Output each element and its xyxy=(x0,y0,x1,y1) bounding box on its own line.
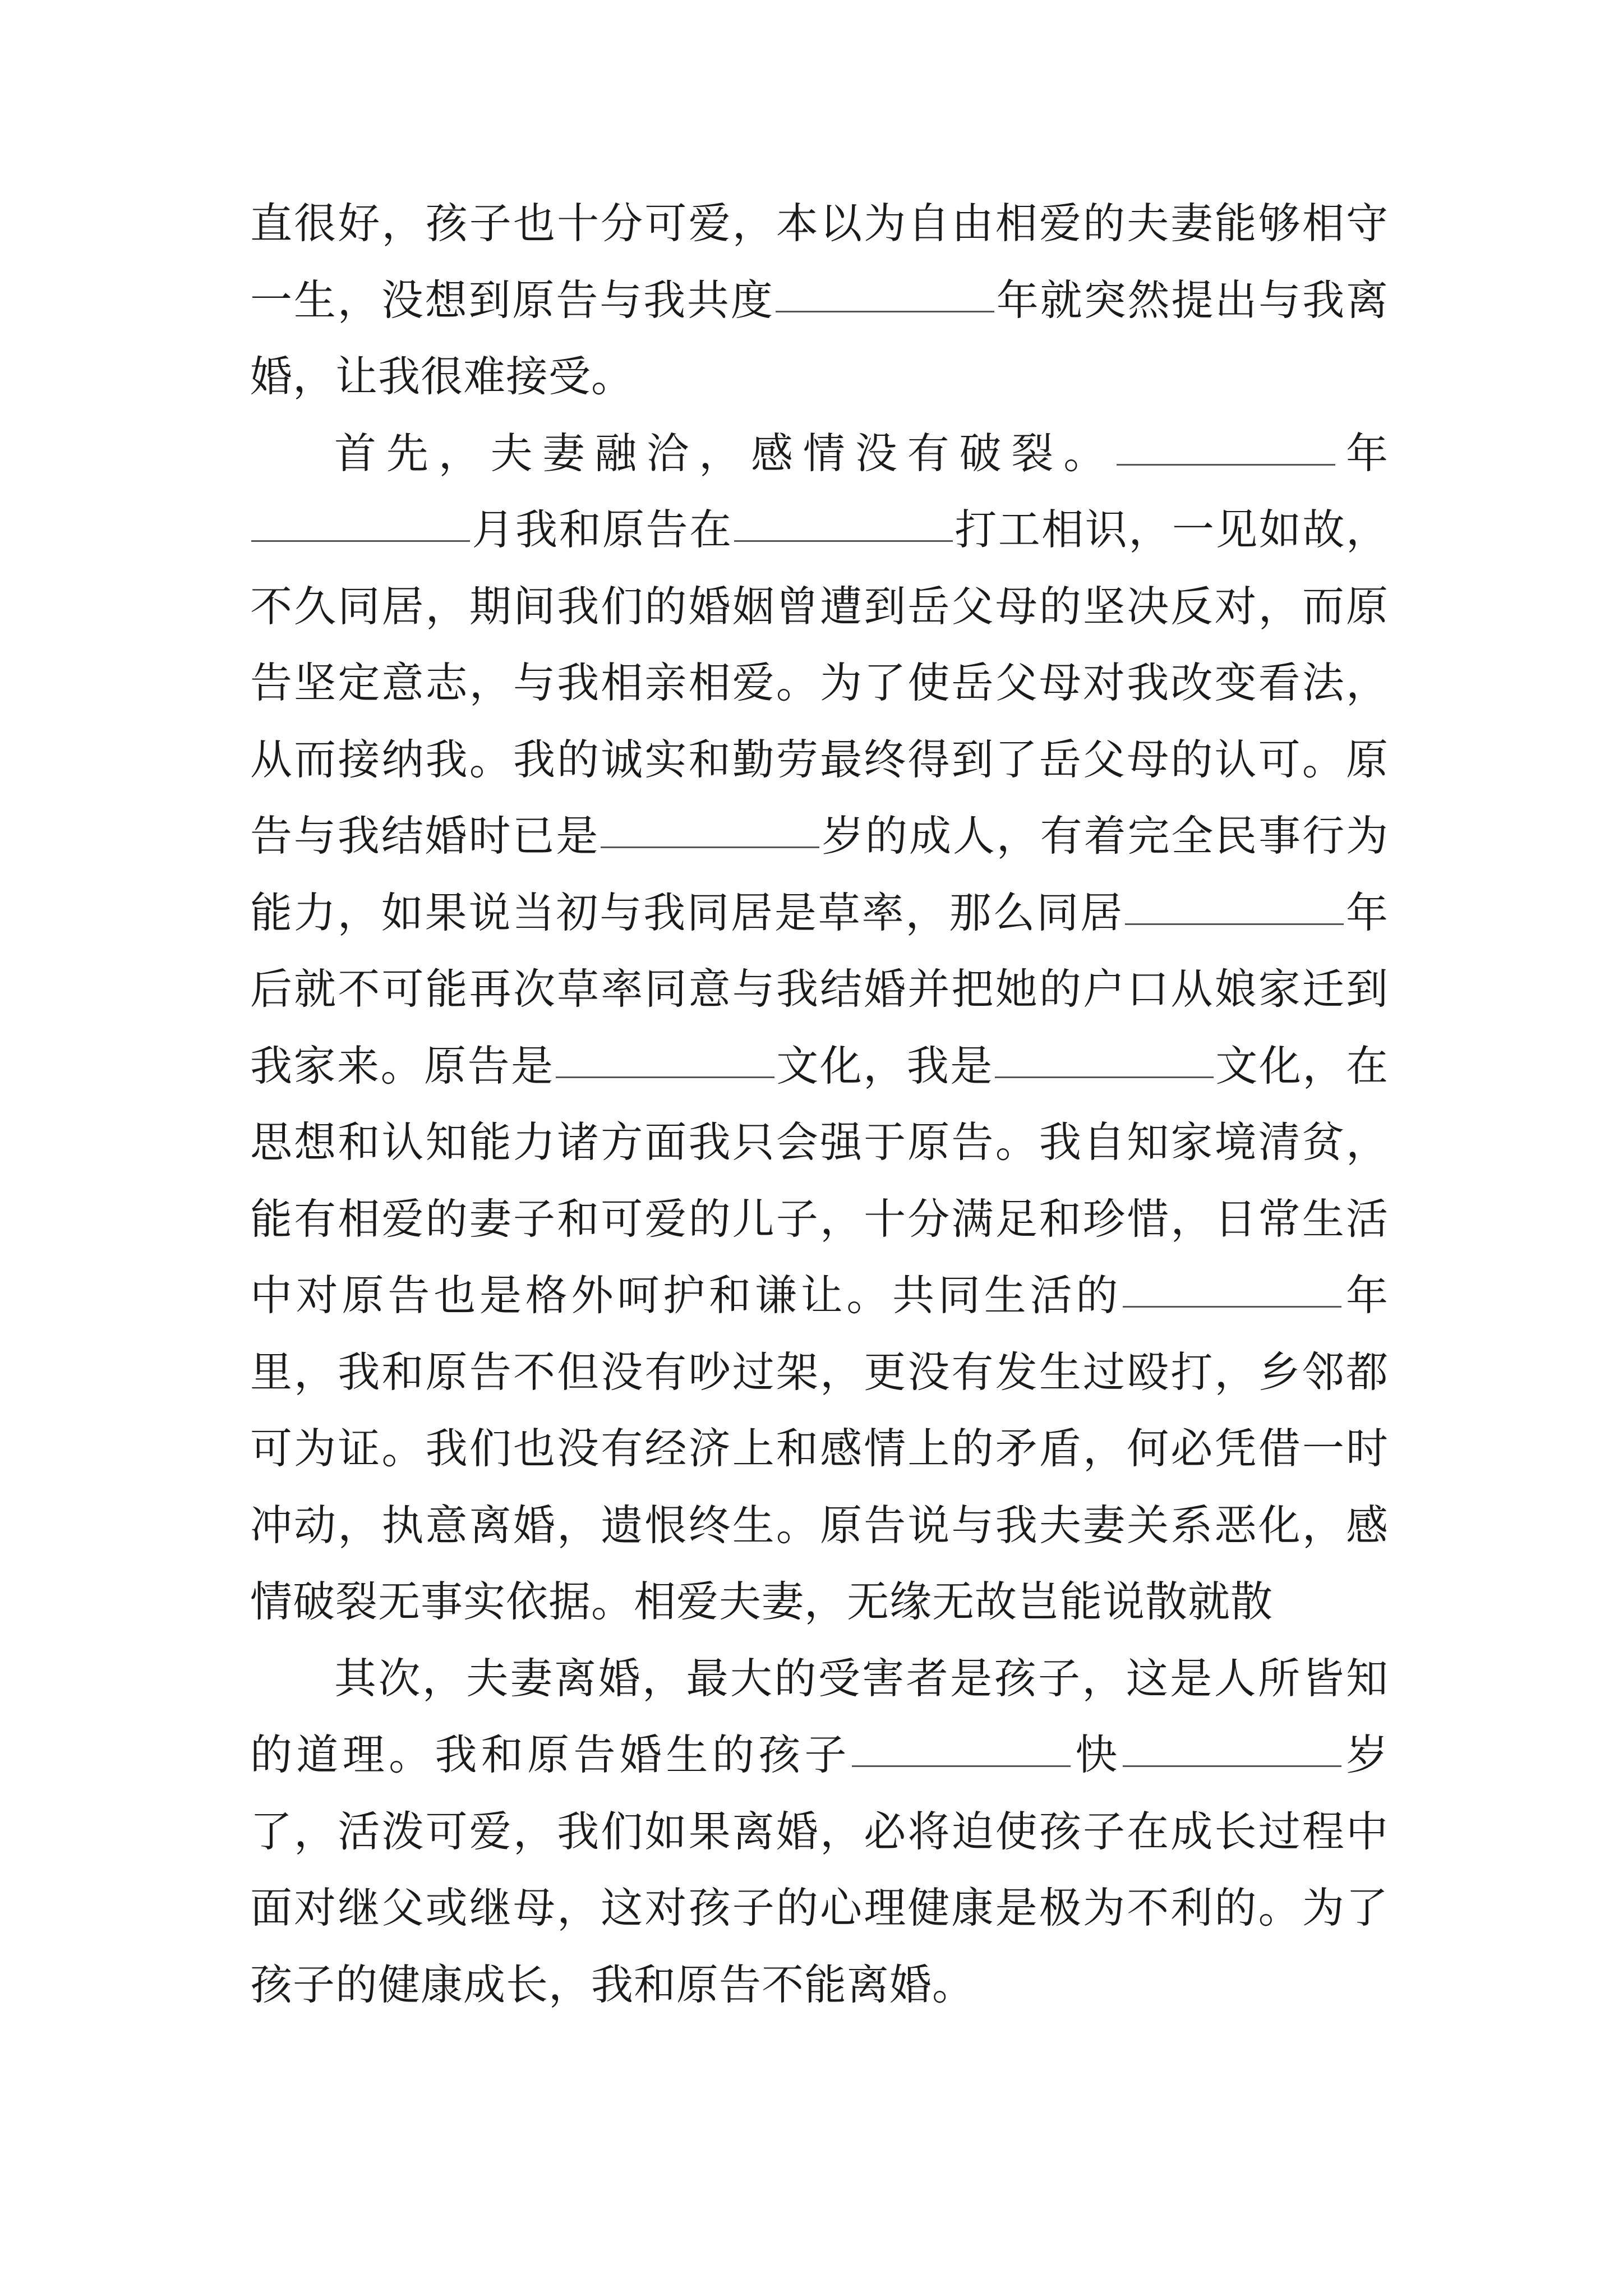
fill-in-blank xyxy=(852,1765,1071,1767)
fill-in-blank xyxy=(1125,923,1344,925)
text-segment: 打工相识，一见如故，不久同居，期间我们的婚姻曾遭到岳父母的坚决反对，而原告坚定意志，与我相亲相爱。为了使岳父母对我改变看法，从而接纳我。我的诚实和勤劳最终得到了岳父母的认可。原告与我结婚时已是 xyxy=(250,505,1389,861)
fill-in-blank xyxy=(734,540,953,542)
text-segment: 岁了，活泼可爱，我们如果离婚，必将迫使孩子在成长过程中面对继父或继母，这对孩子的心理健康是极为不利的。为了孩子的健康成长，我和原告不能离婚。 xyxy=(250,1730,1389,2009)
text-segment: 年里，我和原告不但没有吵过架，更没有发生过殴打，乡邻都可为证。我们也没有经济上和感情上的矛盾，何必凭借一时冲动，执意离婚，遗恨终生。原告说与我夫妻关系恶化，感情破裂无事实依据。相爱夫妻，无缘无故岂能说散就散 xyxy=(250,1271,1389,1626)
fill-in-blank xyxy=(601,846,819,848)
text-segment: 首先，夫妻融洽，感情没有破裂。 xyxy=(334,428,1116,478)
fill-in-blank xyxy=(556,1076,774,1078)
fill-in-blank xyxy=(995,1076,1214,1078)
text-segment: 快 xyxy=(1071,1730,1122,1779)
text-segment: 年就突然提出与我离婚，让我很难接受。 xyxy=(250,275,1389,401)
paragraph-continuation xyxy=(250,185,1389,415)
paragraph-first-reason xyxy=(250,415,1389,1640)
fill-in-blank xyxy=(1123,1305,1341,1308)
text-segment: 年 xyxy=(1336,428,1389,478)
fill-in-blank xyxy=(251,540,470,542)
paragraph-second-reason xyxy=(250,1640,1389,2023)
text-segment: 岁的成人，有着完全民事行为能力，如果说当初与我同居是草率，那么同居 xyxy=(250,811,1389,937)
fill-in-blank xyxy=(1123,1765,1341,1767)
text-segment: 直很好，孩子也十分可爱，本以为自由相爱的夫妻能够相守一生，没想到原告与我共度 xyxy=(250,199,1389,325)
text-segment: 年后就不可能再次草率同意与我结婚并把她的户口从娘家迁到我家来。原告是 xyxy=(250,887,1389,1091)
text-segment: 文化，我是 xyxy=(775,1041,994,1091)
document-body xyxy=(250,185,1389,2023)
text-segment: 文化，在思想和认知能力诸方面我只会强于原告。我自知家境清贫，能有相爱的妻子和可爱的儿子，十分满足和珍惜，日常生活中对原告也是格外呵护和谦让。共同生活的 xyxy=(250,1041,1389,1320)
text-segment: 其次，夫妻离婚，最大的受害者是孩子，这是人所皆知的道理。我和原告婚生的孩子 xyxy=(250,1653,1389,1779)
fill-in-blank xyxy=(776,310,994,312)
text-segment: 月我和原告在 xyxy=(471,505,733,554)
fill-in-blank xyxy=(1117,463,1335,466)
